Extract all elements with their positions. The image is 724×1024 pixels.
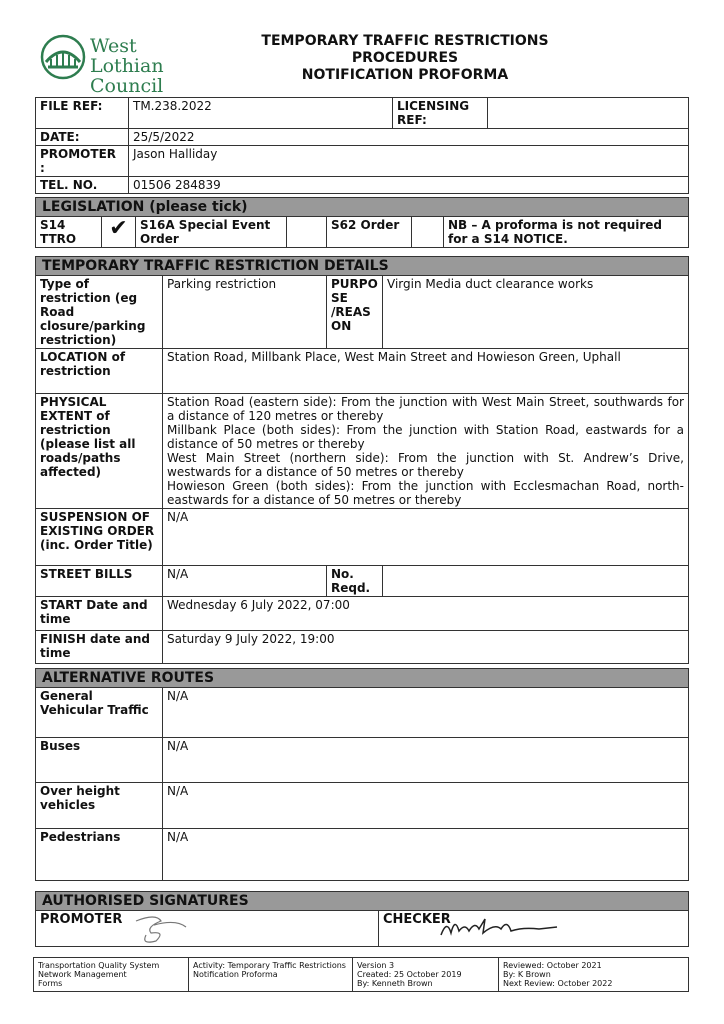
suspension-label: SUSPENSION OF EXISTING ORDER (inc. Order Title)	[36, 509, 163, 566]
type-label: Type of restriction (eg Road closure/parking restriction)	[36, 276, 163, 349]
route-label: Over height vehicles	[36, 783, 163, 829]
extent-line: West Main Street (northern side): From the junction with St. Andrew’s Drive, westwards for a distance of 50 metres or thereby	[167, 451, 684, 479]
licensing-ref-value[interactable]	[488, 98, 689, 129]
no-reqd-value[interactable]	[383, 566, 689, 597]
council-logo	[40, 34, 215, 97]
legislation-note: NB – A proforma is not required for a S14 NOTICE.	[444, 217, 689, 248]
footer-table	[33, 957, 689, 992]
s14-checkbox[interactable]	[102, 217, 136, 248]
file-ref-value[interactable]: TM.238.2022	[129, 98, 393, 129]
promoter-value[interactable]: Jason Halliday	[129, 146, 689, 177]
signatures-table	[35, 891, 689, 947]
route-label: Pedestrians	[36, 829, 163, 881]
start-label: START Date and time	[36, 597, 163, 631]
finish-value[interactable]: Saturday 9 July 2022, 19:00	[163, 631, 689, 664]
tel-label: TEL. NO.	[36, 177, 129, 194]
s62-checkbox[interactable]	[412, 217, 444, 248]
route-value[interactable]: N/A	[163, 688, 689, 738]
logo-line2: Council	[90, 75, 164, 97]
s14-label: S14 TTRO	[36, 217, 102, 248]
promoter-signature-cell[interactable]	[36, 911, 379, 947]
street-bills-value[interactable]: N/A	[163, 566, 327, 597]
route-value[interactable]: N/A	[163, 783, 689, 829]
alternative-routes-table	[35, 668, 689, 881]
header-table	[35, 97, 689, 194]
street-bills-label: STREET BILLS	[36, 566, 163, 597]
date-label: DATE:	[36, 129, 129, 146]
promoter-signature-label: PROMOTER	[40, 912, 123, 927]
location-value[interactable]: Station Road, Millbank Place, West Main Street and Howieson Green, Uphall	[163, 349, 689, 394]
footer-text: By: K Brown	[503, 970, 551, 979]
location-label: LOCATION of restriction	[36, 349, 163, 394]
extent-line: Millbank Place (both sides): From the junction with Station Road, eastwards for a distance of 50 metres or thereby	[167, 423, 684, 451]
details-heading: TEMPORARY TRAFFIC RESTRICTION DETAILS	[36, 257, 689, 276]
extent-label: PHYSICAL EXTENT of restriction (please list all roads/paths affected)	[36, 394, 163, 509]
title-line1: TEMPORARY TRAFFIC RESTRICTIONS	[261, 33, 549, 49]
purpose-value[interactable]: Virgin Media duct clearance works	[383, 276, 689, 349]
footer-text: Transportation Quality System	[38, 961, 160, 970]
logo-line1: West Lothian	[90, 35, 164, 77]
finish-label: FINISH date and time	[36, 631, 163, 664]
footer-text: Version 3	[357, 961, 395, 970]
extent-value[interactable]	[163, 394, 689, 509]
checker-signature-cell[interactable]	[379, 911, 689, 947]
tick-icon: ✔	[109, 216, 128, 241]
title-line3: NOTIFICATION PROFORMA	[301, 67, 509, 83]
council-crest-icon	[40, 34, 86, 80]
title-line2: PROCEDURES	[351, 50, 459, 66]
promoter-signature-icon	[126, 913, 196, 947]
file-ref-label: FILE REF:	[36, 98, 129, 129]
legislation-table	[35, 197, 689, 248]
type-value[interactable]: Parking restriction	[163, 276, 327, 349]
checker-signature-icon	[439, 915, 559, 941]
footer-col1	[34, 958, 189, 992]
footer-text: Network Management	[38, 970, 127, 979]
route-value[interactable]: N/A	[163, 829, 689, 881]
details-table	[35, 256, 689, 664]
extent-line: Station Road (eastern side): From the junction with West Main Street, southwards for a distance of 120 metres or thereby	[167, 395, 684, 423]
footer-text: Created: 25 October 2019	[357, 970, 462, 979]
extent-line: Howieson Green (both sides): From the junction with Ecclesmachan Road, north-eastwards for a distance of 50 metres or thereby	[167, 479, 684, 507]
s62-label: S62 Order	[327, 217, 412, 248]
route-value[interactable]: N/A	[163, 738, 689, 783]
start-value[interactable]: Wednesday 6 July 2022, 07:00	[163, 597, 689, 631]
tel-value[interactable]: 01506 284839	[129, 177, 689, 194]
licensing-ref-label: LICENSING REF:	[393, 98, 488, 129]
promoter-label: PROMOTER :	[36, 146, 129, 177]
signatures-heading: AUTHORISED SIGNATURES	[36, 892, 689, 911]
footer-text: Activity: Temporary Traffic Restrictions	[193, 961, 346, 970]
no-reqd-label: No. Reqd.	[327, 566, 383, 597]
route-label: Buses	[36, 738, 163, 783]
footer-text: Next Review: October 2022	[503, 979, 613, 988]
footer-col3	[353, 958, 499, 992]
legislation-heading: LEGISLATION (please tick)	[36, 198, 689, 217]
alternative-routes-heading: ALTERNATIVE ROUTES	[36, 669, 689, 688]
date-value[interactable]: 25/5/2022	[129, 129, 689, 146]
checker-signature-label: CHECKER	[383, 912, 451, 927]
s16a-label: S16A Special Event Order	[136, 217, 287, 248]
page-title	[230, 33, 580, 84]
footer-text: Notification Proforma	[193, 970, 278, 979]
footer-col2	[189, 958, 353, 992]
suspension-value[interactable]: N/A	[163, 509, 689, 566]
purpose-label: PURPO SE /REAS ON	[327, 276, 383, 349]
footer-text: Reviewed: October 2021	[503, 961, 602, 970]
route-label: General Vehicular Traffic	[36, 688, 163, 738]
footer-text: Forms	[38, 979, 63, 988]
footer-col4	[499, 958, 689, 992]
footer-text: By: Kenneth Brown	[357, 979, 433, 988]
s16a-checkbox[interactable]	[287, 217, 327, 248]
